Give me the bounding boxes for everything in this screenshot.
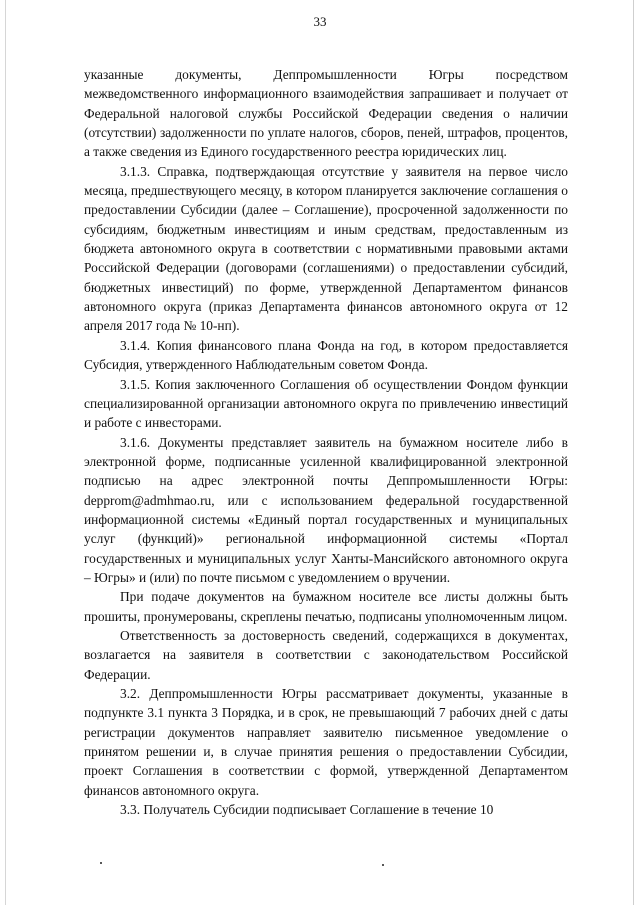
page-number: 33: [313, 14, 327, 29]
paragraph-paper-submission: При подаче документов на бумажном носителе все листы должны быть прошиты, пронумерованы, скреплены печатью, подписаны уполномоченным лицом.: [84, 589, 568, 624]
document-body: [84, 65, 568, 819]
paragraph-responsibility: Ответственность за достоверность сведений, содержащихся в документах, возлагается на заявителя в соответствии с законодательством Российской Федерации.: [84, 627, 568, 682]
scan-speck: [382, 864, 384, 866]
paragraph-3-3: 3.3. Получатель Субсидии подписывает Соглашение в течение 10: [120, 802, 494, 818]
scan-speck: [100, 862, 102, 864]
paragraph-3-1-5: 3.1.5. Копия заключенного Соглашения об осуществлении Фондом функции специализированной организации автономного округа по привлечению инвестиций и работе с инвесторами.: [84, 376, 568, 431]
paragraph-3-1-6: 3.1.6. Документы представляет заявитель на бумажном носителе либо в электронной форме, подписанные усиленной квалифицированной электронной подписью на адрес электронной почты Деппромышленности Югры: depprom@admhmao.ru, или с использованием федеральной государственной информационной системы «Единый портал государственных и муниципальных услуг (функций)» региональной информационной системы «Портал государственных и муниципальных услуг Ханты-Мансийского автономного округа – Югры» и (или) по почте письмом с уведомлением о вручении.: [84, 434, 568, 585]
scan-edge-right: [633, 0, 634, 905]
paragraph-3-2: 3.2. Деппромышленности Югры рассматривает документы, указанные в подпункте 3.1 пункта 3 Порядка, и в срок, не превышающий 7 рабочих дней с даты регистрации документов направляет заявителю письменное уведомление о принятом решении и, в случае принятия решения о предоставлении Субсидии, проект Соглашения в соответствии с формой, утвержденной Департаментом финансов автономного округа.: [84, 686, 568, 798]
scan-edge-left: [5, 0, 6, 905]
paragraph-3-1-4: 3.1.4. Копия финансового плана Фонда на год, в котором предоставляется Субсидия, утвержденного Наблюдательным советом Фонда.: [84, 337, 568, 373]
paragraph-3-1-3: 3.1.3. Справка, подтверждающая отсутствие у заявителя на первое число месяца, предшествующего месяцу, в котором планируется заключение соглашения о предоставлении Субсидии (далее – Соглашение), просроченной задолженности по субсидиям, бюджетным инвестициям и иным средствам, предоставленным из бюджета автономного округа в соответствии с нормативными правовыми актами Российской Федерации (договорами (соглашениями) о предоставлении субсидий, бюджетных инвестиций) по форме, утвержденной Департаментом финансов автономного округа (приказ Департамента финансов автономного округа от 12 апреля 2017 года № 10-нп).: [84, 163, 568, 334]
paragraph-continuation: указанные документы, Деппромышленности Югры посредством межведомственного информационного взаимодействия запрашивает и получает от Федеральной налоговой службы Российской Федерации сведения о наличии (отсутствии) задолженности по уплате налогов, сборов, пеней, штрафов, процентов, а также сведения из Единого государственного реестра юридических лиц.: [84, 67, 568, 160]
